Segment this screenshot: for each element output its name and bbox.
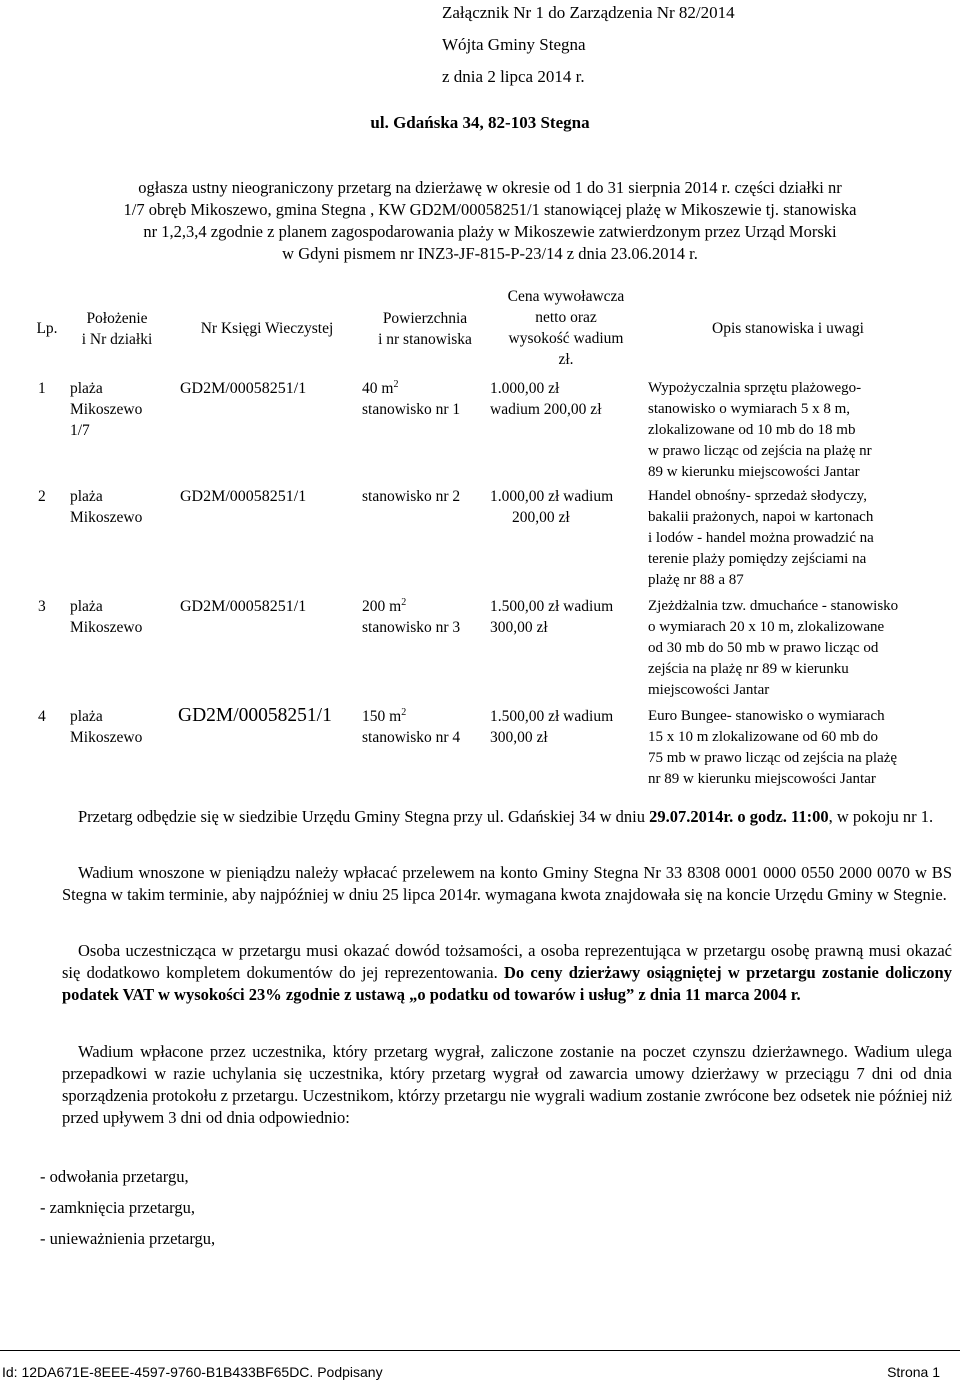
area-value: 150 m	[362, 708, 402, 725]
row-price-line: 300,00 zł	[490, 729, 548, 746]
row-lp: 2	[38, 488, 46, 505]
row-location-line: Mikoszewo	[70, 619, 143, 636]
row-location-line: plaża	[70, 708, 103, 725]
row-stand: stanowisko nr 3	[362, 619, 461, 636]
row-location-line: Mikoszewo	[70, 401, 143, 418]
row-price-line: 1.000,00 zł	[490, 380, 560, 397]
header-area-line: i nr stanowiska	[378, 331, 472, 348]
header-lp: Lp.	[36, 320, 58, 337]
row-description-line: Handel obnośny- sprzedaż słodyczy,	[648, 488, 867, 504]
row-area	[362, 378, 460, 420]
row-description-line: Wypożyczalnia sprzętu plażowego-	[648, 380, 862, 396]
row-price	[490, 706, 613, 748]
venue-text: Przetarg odbędzie się w siedzibie Urzędu Gminy Stegna przy ul. Gdańskiej 34 w dniu	[78, 807, 650, 826]
row-location-line: plaża	[70, 598, 103, 615]
vat-notice: Do ceny dzierżawy osiągniętej w przetargu zostanie doliczony podatek VAT w wysokości 23% zgodnie z ustawą „o podatku od towarów i usług” z dnia 11 marca 2004 r.	[62, 963, 952, 1004]
attachment-authority: Wójta Gminy Stegna	[442, 35, 586, 54]
list-item: - unieważnienia przetargu,	[40, 1229, 216, 1248]
row-description	[648, 596, 898, 701]
row-land-register: GD2M/00058251/1	[178, 705, 332, 726]
area-value: 40 m	[362, 380, 394, 397]
row-location	[70, 378, 142, 441]
row-description	[648, 486, 874, 591]
row-description-line: Zjeżdżalnia tzw. dmuchańce - stanowisko	[648, 598, 899, 614]
document-id: Id: 12DA671E-8EEE-4597-9760-B1B433BF65DC. Podpisany	[2, 1364, 383, 1380]
row-price	[490, 486, 613, 528]
row-description-line: 89 w kierunku miejscowości Jantar	[648, 464, 860, 480]
row-description	[648, 378, 872, 483]
header-price-line: netto oraz	[535, 309, 597, 326]
header-description: Opis stanowiska i uwagi	[712, 320, 864, 337]
address: ul. Gdańska 34, 82-103 Stegna	[370, 113, 590, 132]
deposit-paragraph: Wadium wnoszone w pieniądzu należy wpłacać przelewem na konto Gminy Stegna Nr 33 8308 0001 0000 0550 2000 0070 w BS Stegna w takim terminie, aby najpóźniej w dniu 25 lipca 2014r. wymagana kwota znajdowała się na koncie Urzędu Gminy w Stegnie.	[62, 863, 952, 904]
area-unit-sup: 2	[401, 707, 407, 718]
row-lp: 3	[38, 598, 46, 615]
row-lp: 4	[38, 708, 46, 725]
row-location-line: plaża	[70, 380, 103, 397]
row-price	[490, 378, 602, 420]
venue-time: 11:00	[791, 807, 829, 826]
row-price-line: 1.000,00 zł wadium	[490, 488, 614, 505]
page-number: Strona 1	[887, 1364, 940, 1380]
header-price-line: zł.	[558, 351, 574, 368]
row-location-line: plaża	[70, 488, 103, 505]
row-area	[362, 486, 460, 507]
row-location	[70, 596, 142, 638]
row-land-register: GD2M/00058251/1	[180, 488, 307, 505]
row-lp: 1	[38, 380, 46, 397]
row-description-line: nr 89 w kierunku miejscowości Jantar	[648, 771, 876, 787]
area-unit-sup: 2	[401, 597, 407, 608]
row-area	[362, 706, 460, 748]
row-description-line: terenie plaży pomiędzy zejściami na	[648, 551, 867, 567]
header-location-line: i Nr działki	[81, 331, 153, 348]
row-description-line: zlokalizowane od 10 mb do 18 mb	[648, 422, 856, 438]
row-location-line: Mikoszewo	[70, 509, 143, 526]
row-stand: stanowisko nr 4	[362, 729, 461, 746]
deposit-refund-paragraph: Wadium wpłacone przez uczestnika, który przetarg wygrał, zaliczone zostanie na poczet czynszu dzierżawnego. Wadium ulega przepadkowi w razie uchylania się uczestnika, który przetarg wygrał od zawarcia umowy dzierżawy w przeciągu 7 dni od dnia sporządzenia protokołu z przetargu. Uczestnikom, którzy przetargu nie wygrali wadium zostanie zwrócone bez odsetek nie później niż przed upływem 3 dni od dnia odpowiednio:	[62, 1042, 952, 1127]
row-area-size	[362, 706, 460, 727]
list-item: - zamknięcia przetargu,	[40, 1198, 195, 1217]
row-location-line: Mikoszewo	[70, 729, 143, 746]
row-area-size	[362, 596, 460, 617]
venue-paragraph	[62, 806, 952, 828]
row-location-line: 1/7	[70, 422, 90, 439]
venue-room: , w pokoju nr 1.	[828, 807, 934, 826]
area-unit-sup: 2	[393, 379, 399, 390]
row-location	[70, 706, 142, 748]
row-description-line: miejscowości Jantar	[648, 682, 770, 698]
row-area-size	[362, 378, 460, 399]
row-price-line: 300,00 zł	[490, 619, 548, 636]
row-description-line: od 30 mb do 50 mb w prawo licząc od	[648, 640, 879, 656]
intro-paragraph	[74, 177, 906, 265]
row-description-line: o wymiarach 20 x 10 m, zlokalizowane	[648, 619, 885, 635]
header-location-line: Położenie	[86, 310, 148, 327]
row-description-line: 15 x 10 m zlokalizowane od 60 mb do	[648, 729, 878, 745]
row-area	[362, 596, 460, 638]
identity-paragraph	[62, 940, 952, 1006]
footer-divider	[0, 1350, 960, 1351]
attachment-date: z dnia 2 lipca 2014 r.	[442, 67, 585, 86]
header-area-line: Powierzchnia	[382, 310, 468, 327]
intro-line: 1/7 obręb Mikoszewo, gmina Stegna , KW GD2M/00058251/1 stanowiącej plażę w Mikoszewie tj. stanowiska	[123, 200, 857, 219]
identity-text: Osoba uczestnicząca w przetargu musi okazać dowód tożsamości, a osoba reprezentująca w przetargu osobę prawną musi okazać się dodatkowo kompletem dokumentów do jej reprezentowania.	[62, 941, 952, 982]
row-stand: stanowisko nr 2	[362, 488, 461, 505]
attachment-title: Załącznik Nr 1 do Zarządzenia Nr 82/2014	[442, 3, 735, 22]
row-description-line: i lodów - handel można prowadzić na	[648, 530, 874, 546]
row-price-line: 1.500,00 zł wadium	[490, 598, 614, 615]
header-price-line: wysokość wadium	[508, 330, 624, 347]
list-item: - odwołania przetargu,	[40, 1167, 189, 1186]
row-description	[648, 706, 897, 790]
row-stand: stanowisko nr 1	[362, 401, 461, 418]
refund-conditions-list	[40, 1166, 215, 1250]
row-description-line: plażę nr 88 a 87	[648, 572, 744, 588]
row-description-line: w prawo licząc od zejścia na plażę nr	[648, 443, 872, 459]
row-description-line: zejścia na plażę nr 89 w kierunku	[648, 661, 849, 677]
row-price-line: 1.500,00 zł wadium	[490, 708, 614, 725]
intro-line: nr 1,2,3,4 zgodnie z planem zagospodarowania plaży w Mikoszewie zatwierdzonym przez Urząd Morski	[143, 222, 837, 241]
row-description-line: bakalii prażonych, napoi w kartonach	[648, 509, 874, 525]
row-land-register: GD2M/00058251/1	[180, 380, 307, 397]
row-description-line: stanowisko o wymiarach 5 x 8 m,	[648, 401, 851, 417]
intro-line: ogłasza ustny nieograniczony przetarg na dzierżawę w okresie od 1 do 31 sierpnia 2014 r. części działki nr	[138, 178, 842, 197]
row-location	[70, 486, 142, 528]
header-land-register: Nr Księgi Wieczystej	[200, 320, 334, 337]
header-price	[488, 286, 644, 370]
intro-line: w Gdyni pismem nr INZ3-JF-815-P-23/14 z dnia 23.06.2014 r.	[282, 244, 698, 263]
row-description-line: 75 mb w prawo licząc od zejścia na plażę	[648, 750, 898, 766]
venue-date: 29.07.2014r. o godz.	[649, 807, 787, 826]
header-price-line: Cena wywoławcza	[507, 288, 625, 305]
area-value: 200 m	[362, 598, 402, 615]
row-price-line: wadium 200,00 zł	[490, 401, 602, 418]
row-price-line: 200,00 zł	[512, 509, 570, 526]
header-location	[64, 308, 170, 350]
row-description-line: Euro Bungee- stanowisko o wymiarach	[648, 708, 885, 724]
row-land-register: GD2M/00058251/1	[180, 598, 307, 615]
header-area	[356, 308, 494, 350]
row-price	[490, 596, 613, 638]
